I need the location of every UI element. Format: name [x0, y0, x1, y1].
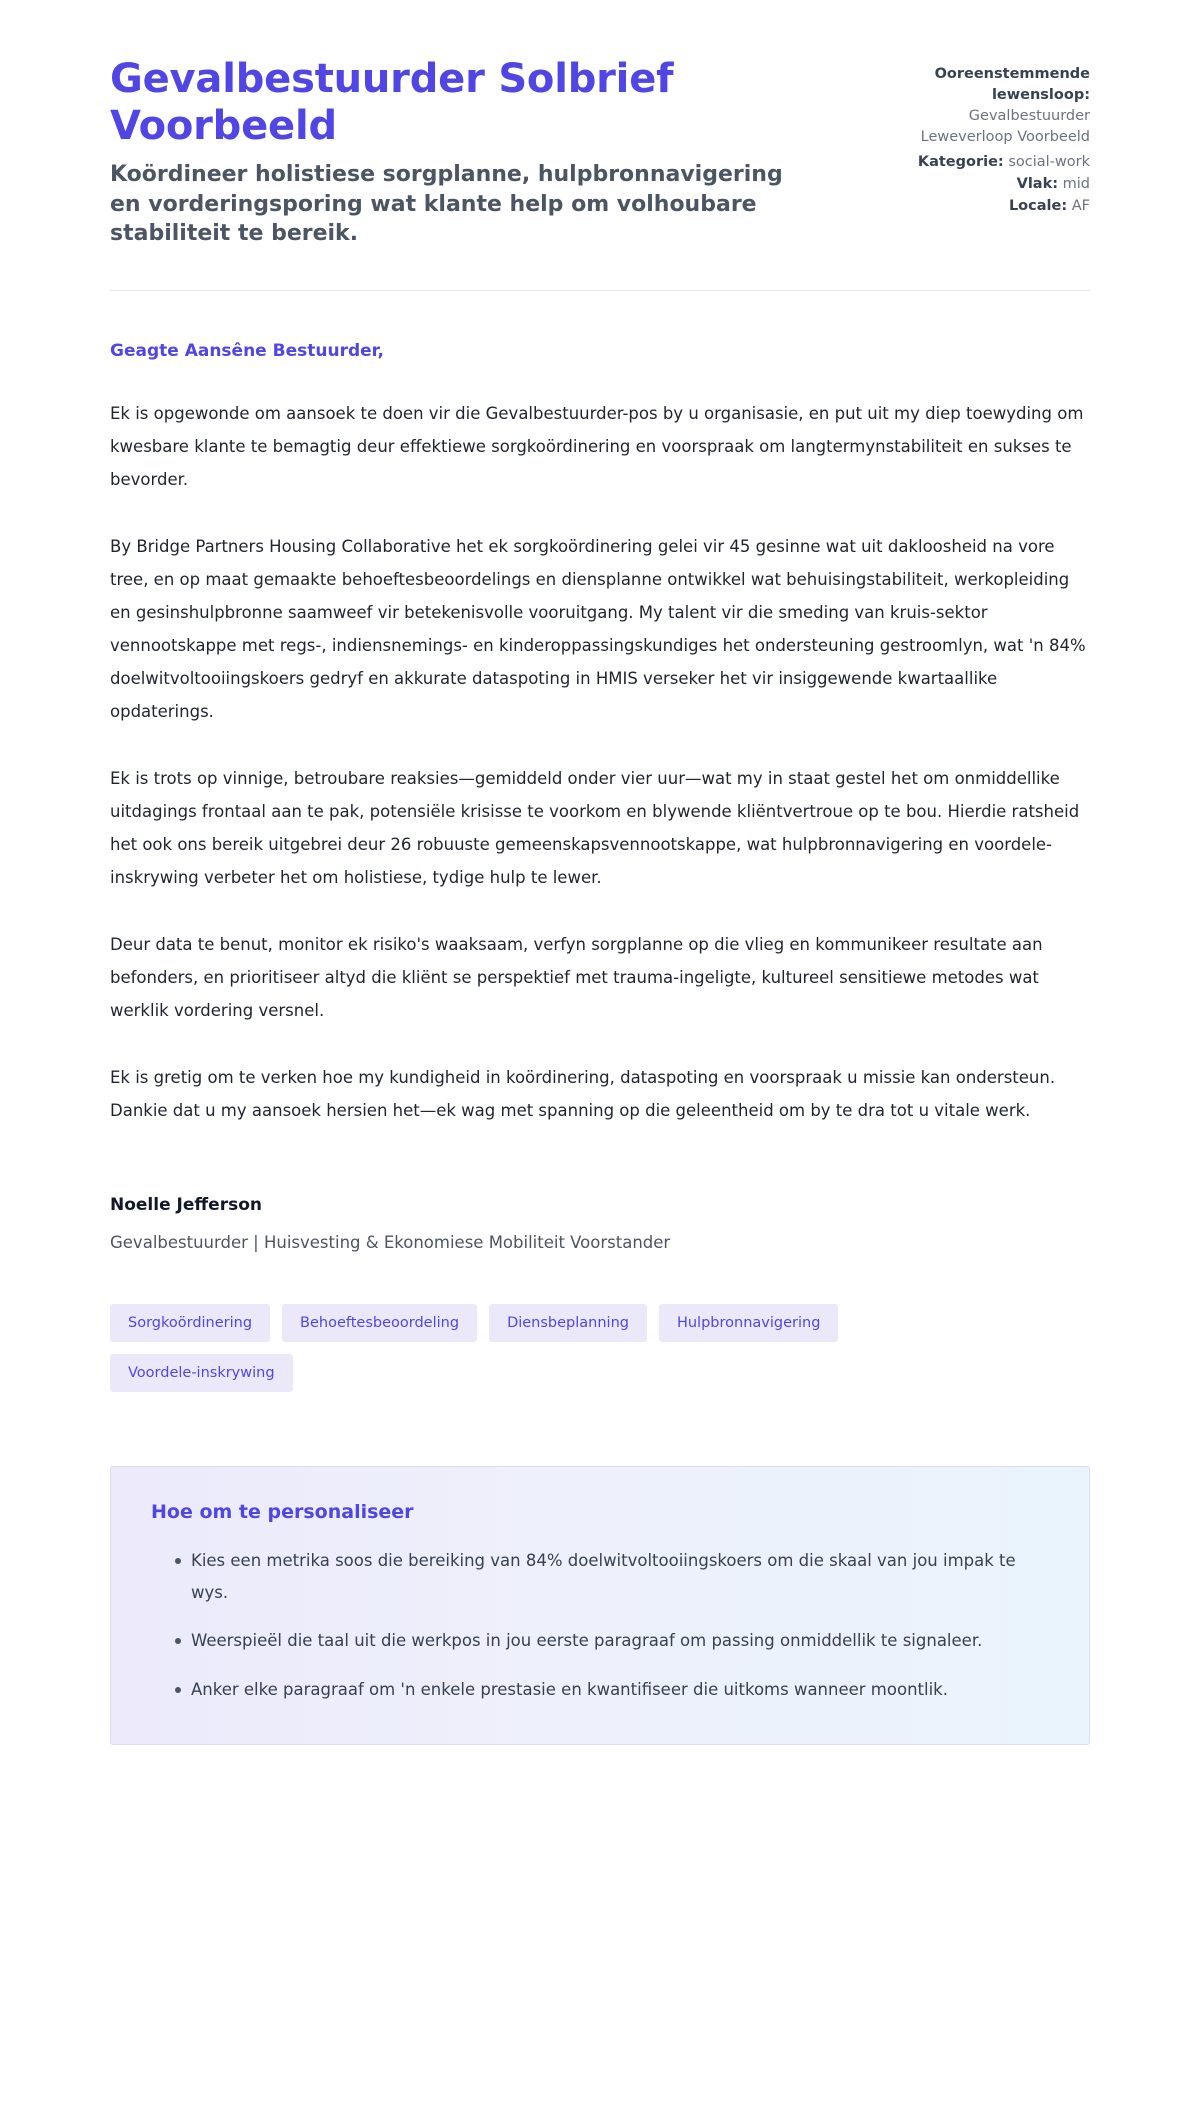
meta-level-value: mid [1062, 176, 1090, 193]
signature-block [110, 1161, 1090, 1252]
skill-tag[interactable]: Sorgkoördinering [110, 1304, 270, 1342]
skill-tag-list [110, 1252, 940, 1392]
callout-list-item: Kies een metrika soos die bereiking van 84% doelwitvoltooiingskoers om die skaal van jou impak te wys. [175, 1545, 1049, 1609]
document-metadata [880, 56, 1090, 218]
meta-matching-resume [880, 64, 1090, 148]
meta-level [880, 174, 1090, 195]
letter-paragraph: Ek is gretig om te verken hoe my kundigheid in koördinering, dataspoting en voorspraak u missie kan ondersteun. Dankie dat u my aansoek hersien het—ek wag met spanning op die geleentheid om by te dra tot u vitale werk. [110, 1068, 1056, 1121]
meta-locale [880, 196, 1090, 217]
meta-level-label: Vlak: [1016, 176, 1059, 193]
personalization-callout [110, 1466, 1090, 1745]
letter-paragraph: Deur data te benut, monitor ek risiko's waaksaam, verfyn sorgplanne op die vlieg en kommunikeer resultate aan befonders, en prioritiseer altyd die kliënt se perspektief met trauma-ingeligte, kultureel sensitiewe metodes wat werklik vordering versnel. [110, 935, 1043, 1021]
meta-matching-resume-value: Gevalbestuurder Leweverloop Voorbeeld [920, 108, 1090, 146]
callout-list-item: Anker elke paragraaf om 'n enkele prestasie en kwantifiseer die uitkoms wanneer moontlik. [175, 1674, 1049, 1706]
page-subtitle: Koördineer holistiese sorgplanne, hulpbronnavigering en vorderingsporing wat klante help om volhoubare stabiliteit te bereik. [110, 162, 783, 246]
skill-tag[interactable]: Hulpbronnavigering [659, 1304, 838, 1342]
letter-salutation: Geagte Aansêne Bestuurder, [110, 341, 384, 362]
callout-list-item: Weerspieël die taal uit die werkpos in jou eerste paragraaf om passing onmiddellik te signaleer. [175, 1625, 1049, 1657]
skill-tag[interactable]: Behoeftesbeoordeling [282, 1304, 477, 1342]
skill-tag[interactable]: Voordele-inskrywing [110, 1354, 293, 1392]
meta-locale-label: Locale: [1008, 198, 1068, 215]
meta-category-label: Kategorie: [917, 154, 1004, 171]
letter-paragraph: Ek is opgewonde om aansoek te doen vir die Gevalbestuurder-pos by u organisasie, en put uit my diep toewyding om kwesbare klante te bemagtig deur effektiewe sorgkoördinering en voorspraak om langtermynstabiliteit en sukses te bevorder. [110, 404, 1084, 490]
meta-locale-value: AF [1071, 198, 1090, 215]
cover-letter-body [110, 291, 1090, 1745]
meta-matching-resume-label: Ooreenstemmende lewensloop: [934, 66, 1090, 104]
callout-list [151, 1545, 1049, 1706]
meta-category-value: social-work [1008, 154, 1090, 171]
letter-paragraph: By Bridge Partners Housing Collaborative het ek sorgkoördinering gelei vir 45 gesinne wat uit dakloosheid na vore tree, en op maat gemaakte behoeftesbeoordelings en diensplanne ontwikkel wat behuisingstabiliteit, werkopleiding en gesinshulpbronne saamweef vir betekenisvolle vooruitgang. My talent vir die smeding van kruis-sektor vennootskappe met regs-, indiensnemings- en kinderoppassingskundiges het ondersteuning gestroomlyn, wat 'n 84% doelwitvoltooiingskoers gedryf en akkurate dataspoting in HMIS verseker het vir insiggewende kwartaallike opdaterings. [110, 537, 1086, 722]
meta-category [880, 152, 1090, 173]
letter-paragraph: Ek is trots op vinnige, betroubare reaksies—gemiddeld onder vier uur—wat my in staat gestel het om onmiddellike uitdagings frontaal aan te pak, potensiële krisisse te voorkom en blywende kliëntvertroue op te bou. Hierdie ratsheid het ook ons bereik uitgebrei deur 26 robuuste gemeenskapsvennootskappe, wat hulpbronnavigering en voordele-inskrywing verbeter het om holistiese, tydige hulp te lewer. [110, 769, 1080, 888]
header-left-block [110, 56, 810, 248]
signature-name: Noelle Jefferson [110, 1195, 262, 1216]
document-header [110, 0, 1090, 248]
signature-role: Gevalbestuurder | Huisvesting & Ekonomiese Mobiliteit Voorstander [110, 1233, 671, 1253]
page-title: Gevalbestuurder Solbrief Voorbeeld [110, 56, 674, 150]
skill-tag[interactable]: Diensbeplanning [489, 1304, 647, 1342]
callout-title: Hoe om te personaliseer [151, 1501, 414, 1524]
